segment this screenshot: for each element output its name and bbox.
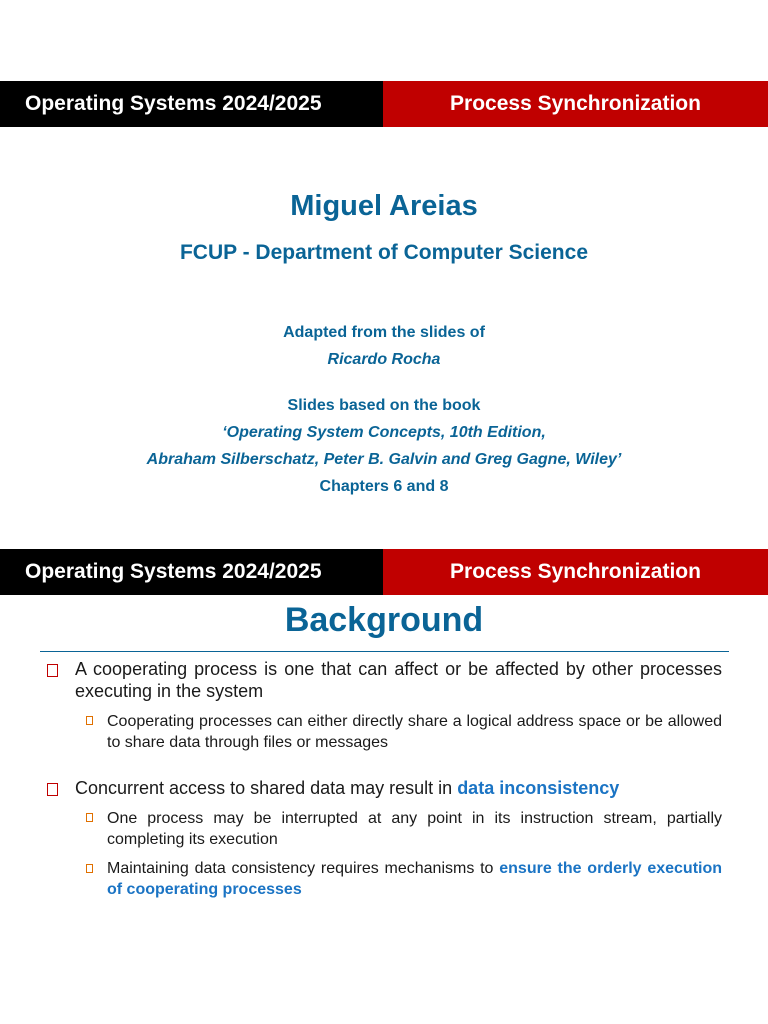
book-authors: Abraham Silberschatz, Peter B. Galvin and Greg Gagne, Wiley’ bbox=[146, 451, 622, 468]
bullet-2-text: Concurrent access to shared data may result in bbox=[75, 778, 458, 798]
bullet-2-sub-1: One process may be interrupted at any point in its instruction stream, partially completing its execution bbox=[107, 810, 722, 848]
bullet-2-sub-2-text: Maintaining data consistency requires mechanisms to bbox=[107, 860, 500, 877]
course-title: Operating Systems 2024/2025 bbox=[0, 81, 383, 127]
slide-header bbox=[0, 81, 768, 127]
bullet-marker-icon bbox=[47, 783, 58, 796]
sub-bullet-marker-icon bbox=[86, 716, 93, 725]
chapters: Chapters 6 and 8 bbox=[319, 478, 449, 495]
slide-title: Background bbox=[284, 601, 484, 639]
bullet-1: A cooperating process is one that can affect or be affected by other processes executing in the system bbox=[75, 659, 722, 701]
based-on: Slides based on the book bbox=[287, 397, 481, 414]
bullet-1-sub-1: Cooperating processes can either directly share a logical address space or be allowed to share data through files or messages bbox=[107, 713, 722, 751]
spacer bbox=[0, 373, 768, 392]
author-name: Miguel Areias bbox=[290, 190, 478, 222]
bullet-2-sub-2-highlight: ensure the orderly execution of cooperating processes bbox=[107, 860, 723, 898]
bullet-2-sub-2 bbox=[107, 858, 722, 900]
bullet-2-highlight: data inconsistency bbox=[457, 778, 620, 798]
department: FCUP - Department of Computer Science bbox=[179, 241, 588, 264]
bullet-marker-icon bbox=[47, 664, 58, 677]
sub-bullet-marker-icon bbox=[86, 813, 93, 822]
topic-title: Process Synchronization bbox=[383, 81, 768, 127]
book-title: ‘Operating System Concepts, 10th Edition, bbox=[222, 424, 546, 441]
bullet-2 bbox=[75, 777, 722, 799]
sub-bullet-marker-icon bbox=[86, 864, 93, 873]
adapted-from: Adapted from the slides of bbox=[283, 324, 485, 341]
slide-header bbox=[0, 549, 768, 595]
title-divider bbox=[40, 651, 729, 652]
original-author: Ricardo Rocha bbox=[327, 351, 441, 368]
credits-block bbox=[0, 319, 768, 500]
course-title: Operating Systems 2024/2025 bbox=[0, 549, 383, 595]
topic-title: Process Synchronization bbox=[383, 549, 768, 595]
